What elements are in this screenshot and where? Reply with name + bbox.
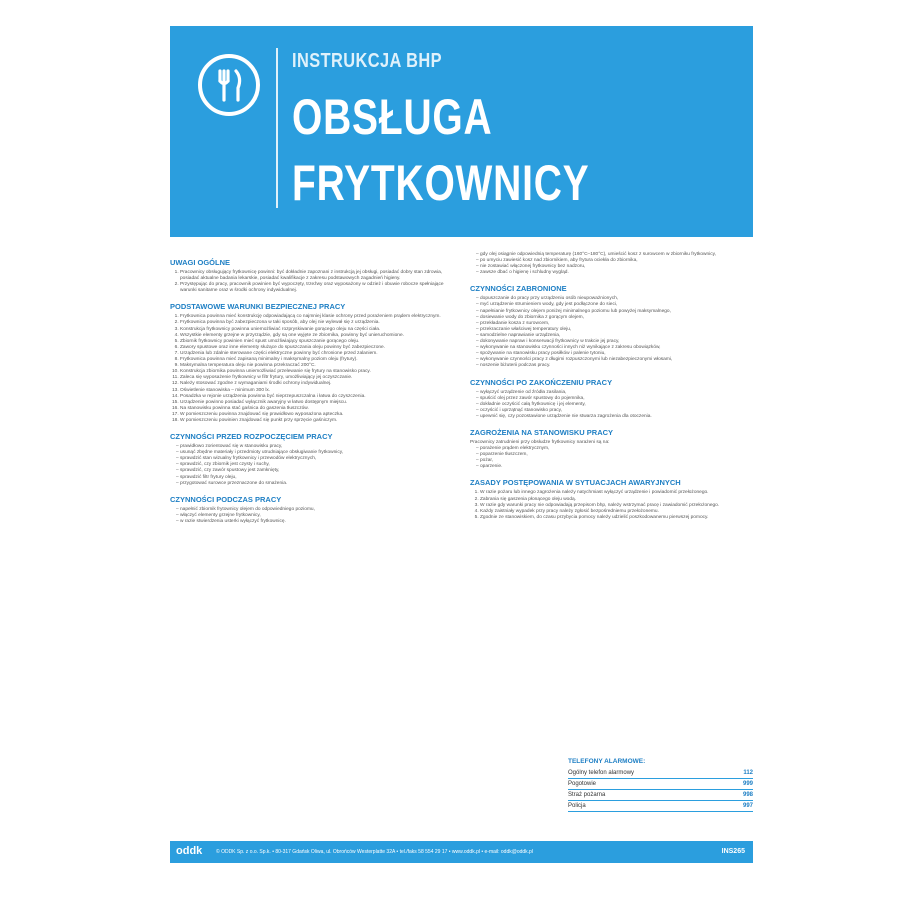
footer-code: INS265 [721, 848, 745, 855]
header-title-line1: OBSŁUGA [292, 89, 493, 145]
list-item: – przekładanie kosza z surowcem, [476, 321, 750, 327]
section-title: CZYNNOŚCI PO ZAKOŃCZENIU PRACY [470, 377, 613, 387]
section-title: CZYNNOŚCI PODCZAS PRACY [170, 494, 282, 504]
list-item: 12. Należy stosować zgodne z wymaganiami środki ochrony indywidualnej. [180, 381, 450, 387]
list-item: – przekraczanie właściwej temperatury oleju, [476, 327, 750, 333]
footer-brand-logo: oddk [176, 845, 203, 857]
list-item: – włączyć elementy grzejne frytkownicy, [176, 513, 450, 519]
poster-header [170, 26, 753, 237]
list-item: 2. Zabrania się gaszenia płonącego oleju wodą. [480, 497, 750, 503]
list-item: – pożar, [476, 458, 750, 464]
list-item: – dopuszczanie do pracy przy urządzeniu osób nieupoważnionych, [476, 296, 750, 302]
list-item: – prawidłowo zorientować się w stanowisku pracy, [176, 444, 450, 450]
list-item: 16. Na stanowisku powinna stać gaśnica do gaszenia tłuszczów. [180, 406, 450, 412]
list-item: – spożywanie na stanowisku pracy posiłków i palenie tytoniu, [476, 351, 750, 357]
phones-title: TELEFONY ALARMOWE: [568, 758, 646, 765]
emergency-phones [568, 758, 753, 812]
phone-label: Ogólny telefon alarmowy [568, 770, 635, 776]
list-item: 13. Oświetlenie stanowiska – minimum 300 lx. [180, 388, 450, 394]
list-item: – upewnić się, czy pozostawione urządzenie nie stwarza zagrożenia dla otoczenia. [476, 414, 750, 420]
list-item: 5. Zgodnie ze stanowiskiem, do czasu przybycia pomocy należy udzielić poszkodowanemu pierwszej pomocy. [480, 515, 750, 521]
section-list [470, 490, 750, 520]
header-title-line2: FRYTKOWNICY [292, 155, 590, 211]
list-item: – usunąć zbędne materiały i przedmioty utrudniające obsługiwanie frytkownicy, [176, 450, 450, 456]
list-item: – napełnić zbiornik frytownicy olejem do odpowiedniego poziomu, [176, 507, 450, 513]
section-list [170, 314, 450, 424]
phone-label: Policja [568, 803, 586, 809]
section [170, 495, 450, 525]
section [470, 378, 750, 420]
list-item: – przygotować surowce przeznaczone do smażenia. [176, 481, 450, 487]
list-item: – oczyścić i uprzątnąć stanowisko pracy, [476, 408, 750, 414]
list-item: 2. Frytkownica powinna być zabezpieczona w taki sposób, aby olej nie wylewał się z urządzenia. [180, 320, 450, 326]
section-list [170, 507, 450, 525]
section [470, 478, 750, 520]
phone-row [568, 768, 753, 779]
section-title: UWAGI OGÓLNE [170, 258, 230, 267]
list-item: 6. Zawory spustowe oraz inne elementy służące do spuszczania oleju powinny być zabezpieczone. [180, 345, 450, 351]
phone-number: 112 [743, 770, 753, 776]
phone-row [568, 801, 753, 812]
list-item: 3. Konstrukcja frytkownicy powinna uniemożliwiać rozpryskiwanie gorącego oleju na części ciała. [180, 327, 450, 333]
section-title: CZYNNOŚCI ZABRONIONE [470, 284, 567, 294]
section-intro: Pracownicy zatrudnieni przy obsłudze frytkownicy narażeni są na: [470, 439, 610, 445]
section-list [470, 296, 750, 369]
list-item: 11. Zaleca się wyposażenie frytkownicy w filtr frytury, umożliwiający jej oczyszczanie. [180, 375, 450, 381]
list-item: – dosiewanie wody do zbiornika z gorącym olejem, [476, 315, 750, 321]
list-item: – sprawdzić stan wizualny frytkownicy i przewodów elektrycznych, [176, 456, 450, 462]
section [170, 258, 450, 294]
list-item: – wykonywanie czynności pracy z długimi rozpuszczonymi lub niezabezpieczonymi włosami, [476, 357, 750, 363]
footer-address: © ODDK Sp. z o.o. Sp.k. • 80-317 Gdańsk Oliwa, ul. Obrońców Westerplatte 32A • tel./faks 58 554 29 17 • www.oddk.pl • e-mail: oddk@oddk.pl [216, 849, 533, 855]
list-item: – gdy olej osiągnie odpowiednią temperaturę (160°C–180°C), umieścić kosz z surowcem w zbiorniku frytkownicy, [476, 252, 750, 258]
section [170, 302, 450, 424]
list-item: – sprawdzić, czy zawór spustowy jest zamknięty, [176, 468, 450, 474]
phone-row [568, 790, 753, 801]
list-item: – w razie stwierdzenia usterki wyłączyć frytkownicę. [176, 519, 450, 525]
list-item: 5. Zbiornik frytkownicy powinien mieć spust umożliwiający spuszczanie gorącego oleju. [180, 339, 450, 345]
list-item: 4. Wszystkie elementy grzejne w przyrządzie, gdy są one wyjęte ze zbiornika, powinny być unieruchomione. [180, 333, 450, 339]
list-item: – poparzenie tłuszczem, [476, 452, 750, 458]
phone-label: Straż pożarna [568, 792, 606, 798]
header-divider [276, 48, 278, 208]
list-item: – nie zostawiać włączonej frytkownicy bez nadzoru, [476, 264, 750, 270]
list-item: 2. Przystępując do pracy, pracownik powinien być wypoczęty, trzeźwy oraz wyposażony w odzież i obuwie robocze spełniające warunki sanitarne oraz w środki ochrony indywidualnej. [180, 282, 450, 294]
list-item: – napełnianie frytkownicy olejem poniżej minimalnego poziomu lub powyżej maksymalnego, [476, 309, 750, 315]
list-item: 17. W pomieszczeniu powinna znajdować się prawidłowo wyposażona apteczka. [180, 412, 450, 418]
list-item: – myć urządzenie strumieniem wody, gdy jest podłączone do sieci, [476, 302, 750, 308]
list-item: – porażenie prądem elektrycznym, [476, 446, 750, 452]
list-item: 8. Frytkownica powinna mieć zapisaną minimalny i maksymalny poziom oleju (frytury). [180, 357, 450, 363]
list-item: 14. Posadzka w rejonie urządzenia powinna być nieprzepuszczalna i łatwa do czyszczenia. [180, 394, 450, 400]
poster-footer [170, 841, 753, 863]
list-item: 10. Konstrukcja zbiornika powinna uniemożliwiać przelewanie się frytury na stanowisko pracy. [180, 369, 450, 375]
poster [170, 26, 753, 871]
phone-row [568, 779, 753, 790]
section-title: ZASADY POSTĘPOWANIA W SYTUACJACH AWARYJNYCH [470, 478, 681, 488]
list-item: – zawsze dbać o higienę i schludny wygląd. [476, 270, 750, 276]
list-item: – wyłączyć urządzenie od źródła zasilania, [476, 390, 750, 396]
section-title: PODSTAWOWE WARUNKI BEZPIECZNEJ PRACY [170, 302, 346, 312]
list-item: 9. Maksymalna temperatura oleju nie powinna przekraczać 200°C. [180, 363, 450, 369]
header-subtitle: INSTRUKCJA BHP [292, 50, 443, 72]
section [170, 432, 450, 487]
list-item: 7. Urządzenia lub zdalnie sterowane części elektryczne powinny być chronione przed zalaniem. [180, 351, 450, 357]
section-list [170, 444, 450, 487]
list-item: 15. Urządzenie powinno posiadać wyłącznik awaryjny w łatwo dostępnym miejscu. [180, 400, 450, 406]
list-item: – noszenie biżuterii podczas pracy. [476, 363, 750, 369]
phone-number: 997 [742, 803, 753, 809]
list-item: 18. W pomieszczeniu powinien znajdować się punkt przy sprzęcie gaśniczym. [180, 418, 450, 424]
section-title: CZYNNOŚCI PRZED ROZPOCZĘCIEM PRACY [170, 432, 333, 442]
list-item: – sprawdzić, czy zbiornik jest czysty i suchy, [176, 462, 450, 468]
section-list [170, 270, 450, 294]
list-item: – oparzenie. [476, 464, 750, 470]
section-list [470, 252, 750, 276]
list-item: – dokonywanie napraw i konserwacji frytkownicy w trakcie jej pracy, [476, 339, 750, 345]
list-item: – sprawdzić filtr frytury oleju, [176, 475, 450, 481]
right-column [470, 252, 750, 529]
left-column [170, 258, 450, 533]
list-item: 1. Pracownicy obsługujący frytkownicę powinni: być dokładnie zapoznani z instrukcją jej obsługi, posiadać dobry stan zdrowia, posiadać aktualne badania lekarskie, posiadać kwalifikacje z zakresu podstawowych zagadnień higieny. [180, 270, 450, 282]
phone-number: 999 [742, 781, 753, 787]
list-item: 1. W razie pożaru lub innego zagrożenia należy natychmiast wyłączyć urządzenie i powiadomić przełożonego. [480, 490, 750, 496]
section-list [470, 390, 750, 420]
section [470, 284, 750, 369]
fork-knife-icon [198, 54, 260, 116]
list-item: – samodzielne naprawianie urządzenia, [476, 333, 750, 339]
section [470, 252, 750, 276]
list-item: – dokładnie oczyścić całą frytkownicę i jej elementy, [476, 402, 750, 408]
phone-number: 998 [742, 792, 753, 798]
section [470, 428, 750, 470]
list-item: 4. Każdy zaistniały wypadek przy pracy należy zgłosić bezpośredniemu przełożonemu. [480, 509, 750, 515]
list-item: – wykonywanie na stanowisku czynności innych niż wynikające z zakresu obowiązków, [476, 345, 750, 351]
list-item: 3. W razie gdy warunki pracy nie odpowiadają przepisom bhp, należy wstrzymać pracę i zawiadomić przełożonego. [480, 503, 750, 509]
list-item: – spuścić olej przez zawór spustowy do pojemnika, [476, 396, 750, 402]
section-title: ZAGROŻENIA NA STANOWISKU PRACY [470, 427, 614, 437]
section-list [470, 446, 750, 470]
list-item: 1. Frytkownica powinna mieć konstrukcję odpowiadającą co najmniej klasie ochrony przed porażeniem prądem elektrycznym. [180, 314, 450, 320]
list-item: – po umyciu zawiesić kosz nad zbiornikiem, aby frytura ociekła do zbiornika, [476, 258, 750, 264]
phone-label: Pogotowie [568, 781, 597, 787]
